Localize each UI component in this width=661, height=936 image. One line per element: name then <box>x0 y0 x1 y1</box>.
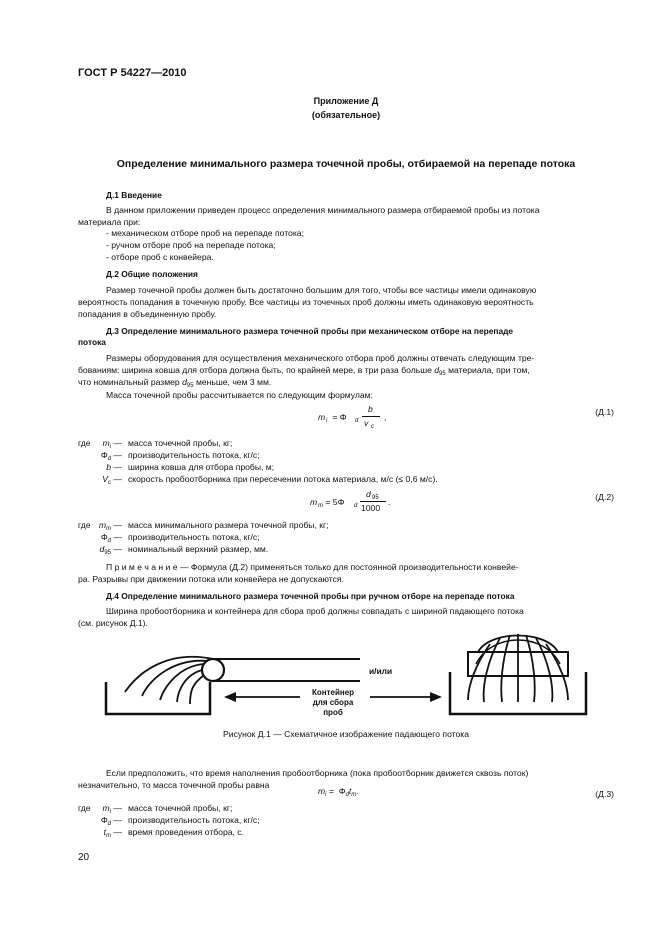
list-item: - механическом отборе проб на перепаде потока; <box>106 228 304 238</box>
paragraph-line: что номинальный размер $d_{95}$ меньше, чем 3 мм. <box>78 377 272 389</box>
legend-prefix: где <box>78 438 91 448</box>
figure-label-andor: и/или <box>369 666 393 676</box>
paragraph-line: Размеры оборудования для осуществления механического отбора проб должны отвечать следующим тре- <box>106 353 535 363</box>
paragraph-line: Ширина пробоотборника и контейнера для сбора проб должны совпадать с шириной падающего потока <box>106 606 524 616</box>
equation-number: (Д.3) <box>595 789 614 799</box>
paragraph-line: попадания в объединенную пробу. <box>78 309 217 319</box>
note: ра. Разрывы при движении потока или конвейера не допускаются. <box>78 574 344 584</box>
page-number: 20 <box>78 852 90 863</box>
appendix-title: Приложение Д <box>313 96 379 106</box>
paragraph-line: Масса точечной пробы рассчитывается по следующим формулам: <box>106 390 373 400</box>
paragraph-line: бованиям: ширина ковша для отбора должна быть, по крайней мере, в три раза больше $d_{95}$ материала, при том, <box>78 365 530 377</box>
figure-caption: Рисунок Д.1 — Схематичное изображение падающего потока <box>222 729 470 739</box>
list-item: - ручном отборе проб на перепаде потока; <box>106 240 276 250</box>
paragraph-line: незначительно, то масса точечной пробы равна <box>78 780 270 790</box>
container-left <box>106 682 210 714</box>
section-heading-d2: Д.2 Общие положения <box>106 269 198 279</box>
note: П р и м е ч а н и е — Формула (Д.2) применяться только для постоянной производительности конвейе- <box>106 562 519 572</box>
formula-d3: $m_i = \Phi_dt_m$. <box>318 786 359 798</box>
equation-number: (Д.1) <box>595 407 614 417</box>
pulley <box>202 659 224 681</box>
section-heading-d1: Д.1 Введение <box>106 190 162 200</box>
paragraph-line: В данном приложении приведен процесс определения минимального размера отбираемой пробы из потока <box>106 205 540 215</box>
paragraph-line: Размер точечной пробы должен быть достаточно большим для того, чтобы все частицы имели одинаковую <box>106 285 537 295</box>
equation-number: (Д.2) <box>595 492 614 502</box>
paragraph-line: вероятность попадания в точечную пробу. Все частицы из точечных проб должны иметь одинаковую вероятность <box>78 297 534 307</box>
section-heading-d3: Д.3 Определение минимального размера точечной пробы при механическом отборе на перепаде <box>106 326 514 336</box>
list-item: - отборе проб с конвейера. <box>106 252 214 262</box>
section-heading-d4: Д.4 Определение минимального размера точечной пробы при ручном отборе на перепаде потока <box>106 591 515 601</box>
section-heading-d3-cont: потока <box>78 337 106 347</box>
document-title: Определение минимального размера точечной пробы, отбираемой на перепаде потока <box>116 158 576 170</box>
symbol-legend: где $m_i$ — масса точечной пробы, кг; $\Phi_d$ — производительность потока, кг/с; $t_m$ — время проведения отбора, с. <box>78 803 260 839</box>
figure-label-container: Контейнер для сбора проб <box>311 688 355 717</box>
appendix-status: (обязательное) <box>311 110 381 120</box>
document-header: ГОСТ Р 54227—2010 <box>78 67 187 79</box>
symbol-legend: где $m_i$ — масса точечной пробы, кг; $\Phi_d$ — производительность потока, кг/с; b — ширина ковша для отбора пробы, м; $V_c$ — скорость пробоотборника при пересечении потока материала, м/с (≤ 0,6 м/с). <box>78 438 438 486</box>
paragraph-line: (см. рисунок Д.1). <box>78 618 148 628</box>
paragraph-line: материала при: <box>78 217 141 227</box>
paragraph-line: Если предположить, что время наполнения пробоотборника (пока пробоотборник движется сквозь поток) <box>106 768 529 778</box>
symbol-legend: где $m_m$ — масса минимального размера точечной пробы, кг; $\Phi_d$ — производительность потока, кг/с; $d_{95}$ — номинальный верхний размер, мм. <box>78 520 329 556</box>
